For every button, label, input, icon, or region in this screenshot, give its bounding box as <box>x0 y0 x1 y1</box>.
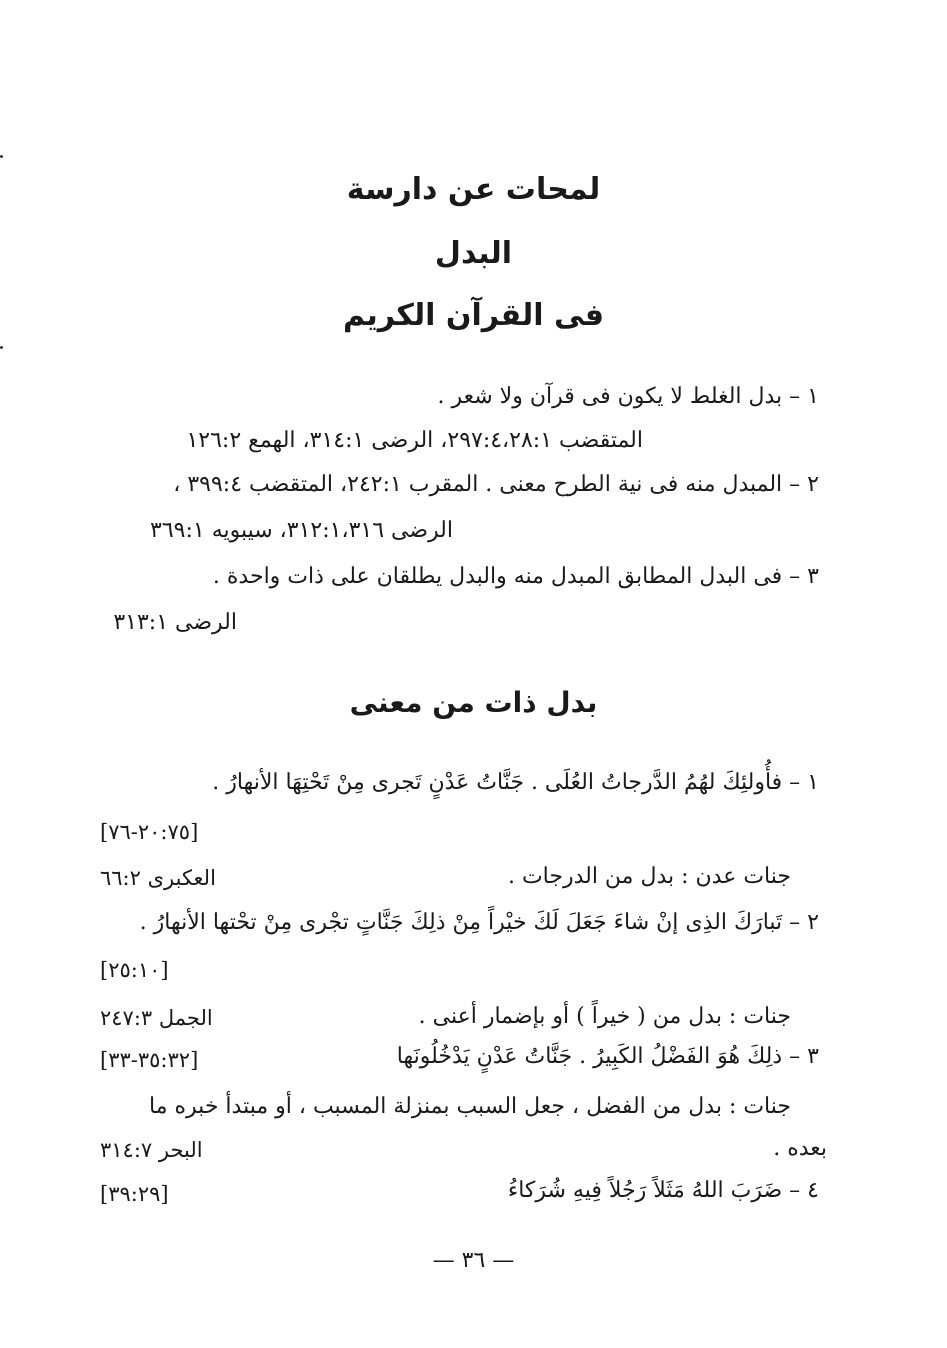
verse-2-ref: [٢٥:١٠] <box>100 958 169 982</box>
page-number: — ٣٦ — <box>432 1248 515 1273</box>
margin-speck <box>0 155 3 158</box>
note-3: جنات : بدل من الفضل ، جعل السبب بمنزلة المسبب ، أو مبتدأ خبره ما <box>149 1094 791 1119</box>
note-3-source: البحر ٣١٤:٧ <box>100 1138 203 1162</box>
verse-4-ref: [٣٩:٢٩] <box>100 1182 169 1206</box>
margin-speck <box>0 346 3 349</box>
title-line-1: لمحات عن دارسة <box>346 172 601 207</box>
verse-3: ٣ – ذلِكَ هُوَ الفَضْلُ الكَبِيرُ . جَنَّاتُ عَدْنٍ يَدْخُلُونَها <box>396 1044 819 1069</box>
note-3-continued: بعده . <box>773 1136 827 1161</box>
verse-2: ٢ – تَبارَكَ الذِى إنْ شاءَ جَعَلَ لَكَ خيْراً مِنْ ذلِكَ جَنَّاتٍ تجْرى مِنْ تحْتها الأنهارُ . <box>139 910 819 935</box>
verse-1-ref: [٢٠:٧٥-٧٦] <box>100 820 199 844</box>
title-line-3: فى القرآن الكريم <box>342 298 605 333</box>
note-2-source: الجمل ٢٤٧:٣ <box>100 1006 213 1030</box>
note-1-source: العكبرى ٦٦:٢ <box>100 866 216 890</box>
verse-3-ref: [٣٥:٣٢-٣٣] <box>100 1048 199 1072</box>
section1-ref-2: الرضى ٣١٢:١،٣١٦، سيبويه ٣٦٩:١ <box>150 518 453 543</box>
section1-item-3: ٣ – فى البدل المطابق المبدل منه والبدل يطلقان على ذات واحدة . <box>212 564 819 589</box>
verse-1: ١ – فأُولئِكَ لهُمُ الدَّرجاتُ العُلَى . جَنَّاتُ عَدْنٍ تَجرى مِنْ تَحْتِهَا الأنهارُ . <box>212 770 819 795</box>
section1-ref-3: الرضى ٣١٣:١ <box>113 610 237 635</box>
section1-item-2: ٢ – المبدل منه فى نية الطرح معنى . المقرب ٢٤٢:١، المتقضب ٣٩٩:٤ ، <box>173 472 819 497</box>
verse-4: ٤ – ضَرَبَ اللهُ مَثَلاً رَجُلاً فِيهِ شُرَكاءُ <box>507 1178 819 1203</box>
title-line-2: البدل <box>434 236 513 271</box>
section1-ref-1: المتقضب ٢٩٧:٤،٢٨:١، الرضى ٣١٤:١، الهمع ١٢٦:٢ <box>186 428 643 453</box>
section1-item-1: ١ – بدل الغلط لا يكون فى قرآن ولا شعر . <box>437 384 819 409</box>
note-2: جنات : بدل من ( خيراً ) أو بإضمار أعنى . <box>418 1004 791 1029</box>
note-1: جنات عدن : بدل من الدرجات . <box>507 864 791 889</box>
subheading: بدل ذات من معنى <box>349 686 598 719</box>
